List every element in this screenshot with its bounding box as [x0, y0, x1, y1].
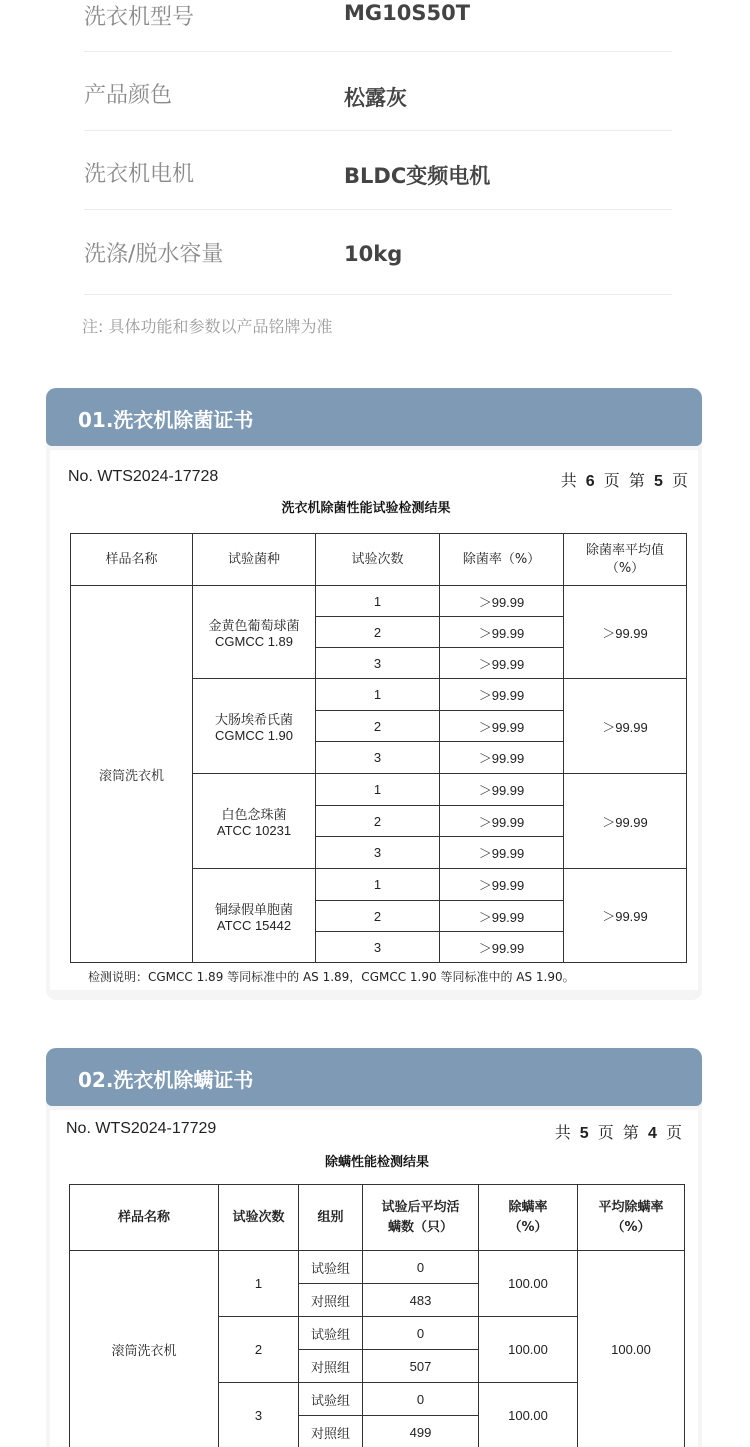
rate-cell: ＞99.99 — [440, 932, 564, 963]
mite-count-cell: 0 — [363, 1383, 479, 1416]
rate-cell: ＞99.99 — [440, 742, 564, 774]
strain-cell: 金黄色葡萄球菌 CGMCC 1.89 — [193, 586, 316, 679]
spec-note: 注: 具体功能和参数以产品铭牌为准 — [82, 317, 333, 336]
rate-cell: ＞99.99 — [440, 617, 564, 648]
average-mite-rate-cell: 100.00 — [578, 1251, 685, 1447]
card-header — [46, 1048, 702, 1106]
spec-value: 松露灰 — [344, 86, 407, 110]
trial-cell: 1 — [219, 1251, 299, 1317]
test-footnote: 检测说明：CGMCC 1.89 等同标准中的 AS 1.89，CGMCC 1.90 等同标准中的 AS 1.90。 — [88, 970, 575, 984]
sample-name-cell: 滚筒洗衣机 — [70, 1251, 219, 1447]
rate-cell: ＞99.99 — [440, 648, 564, 679]
group-cell: 对照组 — [299, 1284, 363, 1317]
rate-cell: ＞99.99 — [440, 869, 564, 901]
spec-label: 产品颜色 — [84, 83, 173, 108]
column-header: 样品名称 — [71, 534, 193, 586]
mite-count-cell: 483 — [363, 1284, 479, 1317]
column-header: 除菌率（%） — [440, 534, 564, 586]
mite-count-cell: 499 — [363, 1416, 479, 1447]
card-header-title: 01.洗衣机除菌证书 — [78, 408, 254, 432]
average-rate-cell: ＞99.99 — [564, 774, 687, 869]
trial-cell: 1 — [316, 774, 440, 806]
sterilization-results-table — [70, 533, 687, 963]
trial-cell: 3 — [219, 1383, 299, 1447]
trial-cell: 2 — [219, 1317, 299, 1383]
mite-removal-certificate-card — [46, 1048, 702, 1447]
column-header: 样品名称 — [70, 1185, 219, 1251]
mite-count-cell: 0 — [363, 1317, 479, 1350]
spec-value: 10kg — [344, 242, 403, 266]
document-number: No. WTS2024-17728 — [68, 468, 219, 485]
trial-cell: 1 — [316, 869, 440, 901]
trial-cell: 3 — [316, 837, 440, 869]
trial-cell: 1 — [316, 586, 440, 617]
spec-label: 洗衣机型号 — [84, 5, 195, 30]
card-header — [46, 388, 702, 446]
mite-rate-cell: 100.00 — [479, 1383, 578, 1447]
spec-row-model — [84, 0, 672, 52]
trial-cell: 3 — [316, 742, 440, 774]
group-cell: 试验组 — [299, 1317, 363, 1350]
spec-row-motor — [84, 131, 672, 210]
column-header: 除螨率（%） — [479, 1185, 578, 1251]
mite-count-cell: 0 — [363, 1251, 479, 1284]
group-cell: 试验组 — [299, 1251, 363, 1284]
column-header: 试验次数 — [316, 534, 440, 586]
rate-cell: ＞99.99 — [440, 837, 564, 869]
column-header: 除菌率平均值（%） — [564, 534, 687, 586]
mite-results-table — [69, 1184, 685, 1447]
document-title: 洗衣机除菌性能试验检测结果 — [281, 501, 451, 516]
rate-cell: ＞99.99 — [440, 774, 564, 806]
column-header: 平均除螨率（%） — [578, 1185, 685, 1251]
trial-cell: 3 — [316, 648, 440, 679]
mite-rate-cell: 100.00 — [479, 1251, 578, 1317]
rate-cell: ＞99.99 — [440, 679, 564, 711]
group-cell: 试验组 — [299, 1383, 363, 1416]
spec-list — [84, 0, 672, 295]
rate-cell: ＞99.99 — [440, 586, 564, 617]
spec-value: BLDC变频电机 — [344, 164, 491, 188]
sterilization-certificate-card — [46, 388, 702, 1000]
spec-row-color — [84, 52, 672, 131]
group-cell: 对照组 — [299, 1350, 363, 1383]
average-rate-cell: ＞99.99 — [564, 586, 687, 679]
spec-label: 洗衣机电机 — [84, 162, 195, 187]
sample-name-cell: 滚筒洗衣机 — [71, 586, 193, 963]
document-title: 除螨性能检测结果 — [324, 1155, 429, 1170]
trial-cell: 2 — [316, 806, 440, 837]
trial-cell: 2 — [316, 901, 440, 932]
trial-cell: 2 — [316, 711, 440, 742]
strain-cell: 铜绿假单胞菌 ATCC 15442 — [193, 869, 316, 963]
spec-value: MG10S50T — [344, 1, 471, 25]
column-header: 试验次数 — [219, 1185, 299, 1251]
trial-cell: 2 — [316, 617, 440, 648]
rate-cell: ＞99.99 — [440, 711, 564, 742]
trial-cell: 3 — [316, 932, 440, 963]
spec-row-capacity — [84, 210, 672, 295]
mite-count-cell: 507 — [363, 1350, 479, 1383]
page-indicator: 共 5 页 第 4 页 — [554, 1123, 684, 1142]
strain-cell: 大肠埃希氏菌 CGMCC 1.90 — [193, 679, 316, 774]
column-header: 试验菌种 — [193, 534, 316, 586]
strain-cell: 白色念珠菌 ATCC 10231 — [193, 774, 316, 869]
document-number: No. WTS2024-17729 — [66, 1120, 217, 1137]
spec-label: 洗涤/脱水容量 — [84, 242, 224, 267]
card-header-title: 02.洗衣机除螨证书 — [78, 1068, 254, 1092]
rate-cell: ＞99.99 — [440, 806, 564, 837]
rate-cell: ＞99.99 — [440, 901, 564, 932]
trial-cell: 1 — [316, 679, 440, 711]
mite-rate-cell: 100.00 — [479, 1317, 578, 1383]
average-rate-cell: ＞99.99 — [564, 679, 687, 774]
group-cell: 对照组 — [299, 1416, 363, 1447]
average-rate-cell: ＞99.99 — [564, 869, 687, 963]
page-indicator: 共 6 页 第 5 页 — [560, 471, 690, 490]
column-header: 组别 — [299, 1185, 363, 1251]
column-header: 试验后平均活螨数（只） — [363, 1185, 479, 1251]
